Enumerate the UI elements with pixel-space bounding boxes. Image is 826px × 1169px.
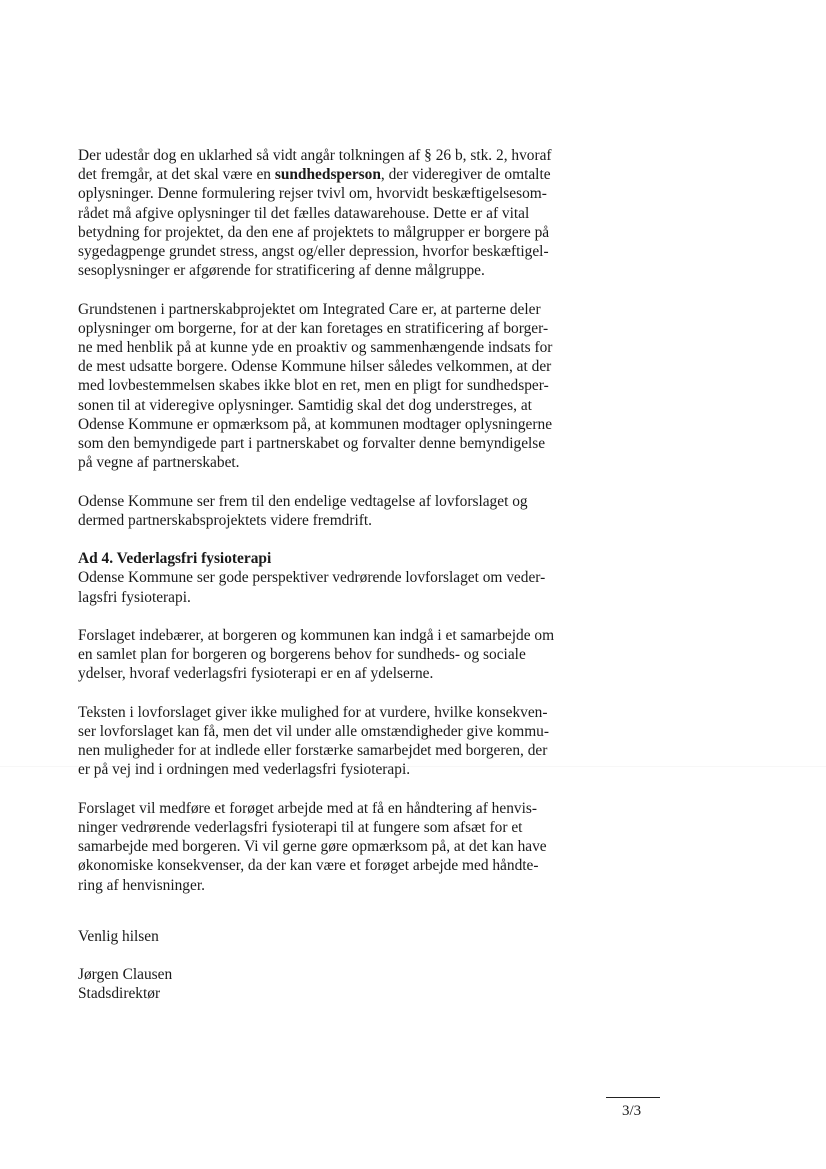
greeting-text: Venlig hilsen [78,927,159,945]
section-heading: Ad 4. Vederlagsfri fysioterapi [78,550,272,568]
paragraph-integrated-care [78,300,618,473]
text-line: Der udestår dog en uklarhed så vidt angår tolkningen af § 26 b, stk. 2, hvoraf [78,147,552,164]
text-line: rådet må afgive oplysninger til det fælles datawarehouse. Dette er af vital [78,204,530,222]
paragraph-gap [78,472,618,491]
paragraph-proposal-plan [78,626,618,684]
text-line: Odense Kommune er opmærksom på, at kommunen modtager oplysningerne [78,415,553,433]
paragraph-gap [78,607,618,626]
text-line: ninger vedrørende vederlagsfri fysioterapi til at fungere som afsæt for et [78,819,523,837]
text-line: Odense Kommune ser gode perspektiver vedrørende lovforslaget om veder- [78,569,546,587]
text-fragment: , der videregiver de omtalte [380,166,551,184]
text-line: lagsfri fysioterapi. [78,588,191,606]
text-line: sesoplysninger er afgørende for stratificering af denne målgruppe. [78,262,485,280]
text-line: Teksten i lovforslaget giver ikke mulighed for at vurdere, hvilke konsekven- [78,703,548,721]
paragraph-gap [78,895,618,927]
text-line: er på vej ind i ordningen med vederlagsfri fysioterapi. [78,761,411,779]
text-line: nen muligheder for at indlede eller forstærke samarbejdet med borgeren, der [78,742,548,760]
paragraph-interpretation-issue [78,146,618,280]
text-line: Odense Kommune ser frem til den endelige vedtagelse af lovforslaget og [78,492,528,510]
text-line [78,165,618,184]
text-line: ser lovforslaget kan få, men det vil under alle omstændigheder give kommu- [78,723,549,741]
paragraph-gap [78,280,618,299]
text-line: oplysninger. Denne formulering rejser tvivl om, hvorvidt beskæftigelsesom- [78,185,547,203]
text-line: en samlet plan for borgeren og borgerens behov for sundheds- og sociale [78,646,526,664]
text-line: Forslaget vil medføre et forøget arbejde med at få en håndtering af henvis- [78,799,537,817]
text-line: Forslaget indebærer, at borgeren og kommunen kan indgå i et samarbejde om [78,627,555,645]
text-line: Grundstenen i partnerskabprojektet om Integrated Care er, at parterne deler [78,300,541,318]
paragraph-gap [78,530,618,549]
page-number: 3/3 [622,1103,642,1119]
text-line: samarbejde med borgeren. Vi vil gerne gøre opmærksom på, at det kan have [78,838,547,856]
text-line: ring af henvisninger. [78,876,205,894]
text-line: sonen til at videregive oplysninger. Samtidig skal det dog understreges, at [78,396,532,414]
paragraph-final-adoption [78,492,618,530]
text-line: dermed partnerskabsprojektets videre fremdrift. [78,511,373,529]
bold-term-sundhedsperson: sundhedsperson [274,166,381,184]
paragraph-gap [78,780,618,799]
text-line: oplysninger om borgerne, for at der kan foretages en stratificering af borger- [78,319,549,337]
section-physiotherapy [78,549,618,607]
text-fragment: det fremgår, at det skal være en [78,166,275,184]
paragraph-workload [78,799,618,895]
signature-block [78,965,618,1003]
signatory-title: Stadsdirektør [78,985,161,1003]
text-line: ydelser, hvoraf vederlagsfri fysioterapi er en af ydelserne. [78,665,434,683]
text-line: sygedagpenge grundet stress, angst og/eller depression, hvorfor beskæftigel- [78,243,549,261]
paragraph-gap [78,684,618,703]
text-line: økonomiske konsekvenser, da der kan være et forøget arbejde med håndte- [78,857,539,875]
text-line: betydning for projektet, da den ene af projektets to målgrupper er borgere på [78,223,550,241]
signatory-name: Jørgen Clausen [78,966,173,984]
paragraph-gap [78,946,618,965]
text-line: på vegne af partnerskabet. [78,454,240,472]
text-line: med lovbestemmelsen skabes ikke blot en ret, men en pligt for sundhedsper- [78,377,549,395]
text-line: ne med henblik på at kunne yde en proaktiv og sammenhængende indsats for [78,339,553,357]
closing-greeting [78,927,618,946]
text-line: de mest udsatte borgere. Odense Kommune hilser således velkommen, at der [78,358,552,376]
letter-body [78,146,618,1004]
footer-divider [606,1097,660,1098]
paragraph-consequences [78,703,618,780]
text-line: som den bemyndigede part i partnerskabet og forvalter denne bemyndigelse [78,435,546,453]
